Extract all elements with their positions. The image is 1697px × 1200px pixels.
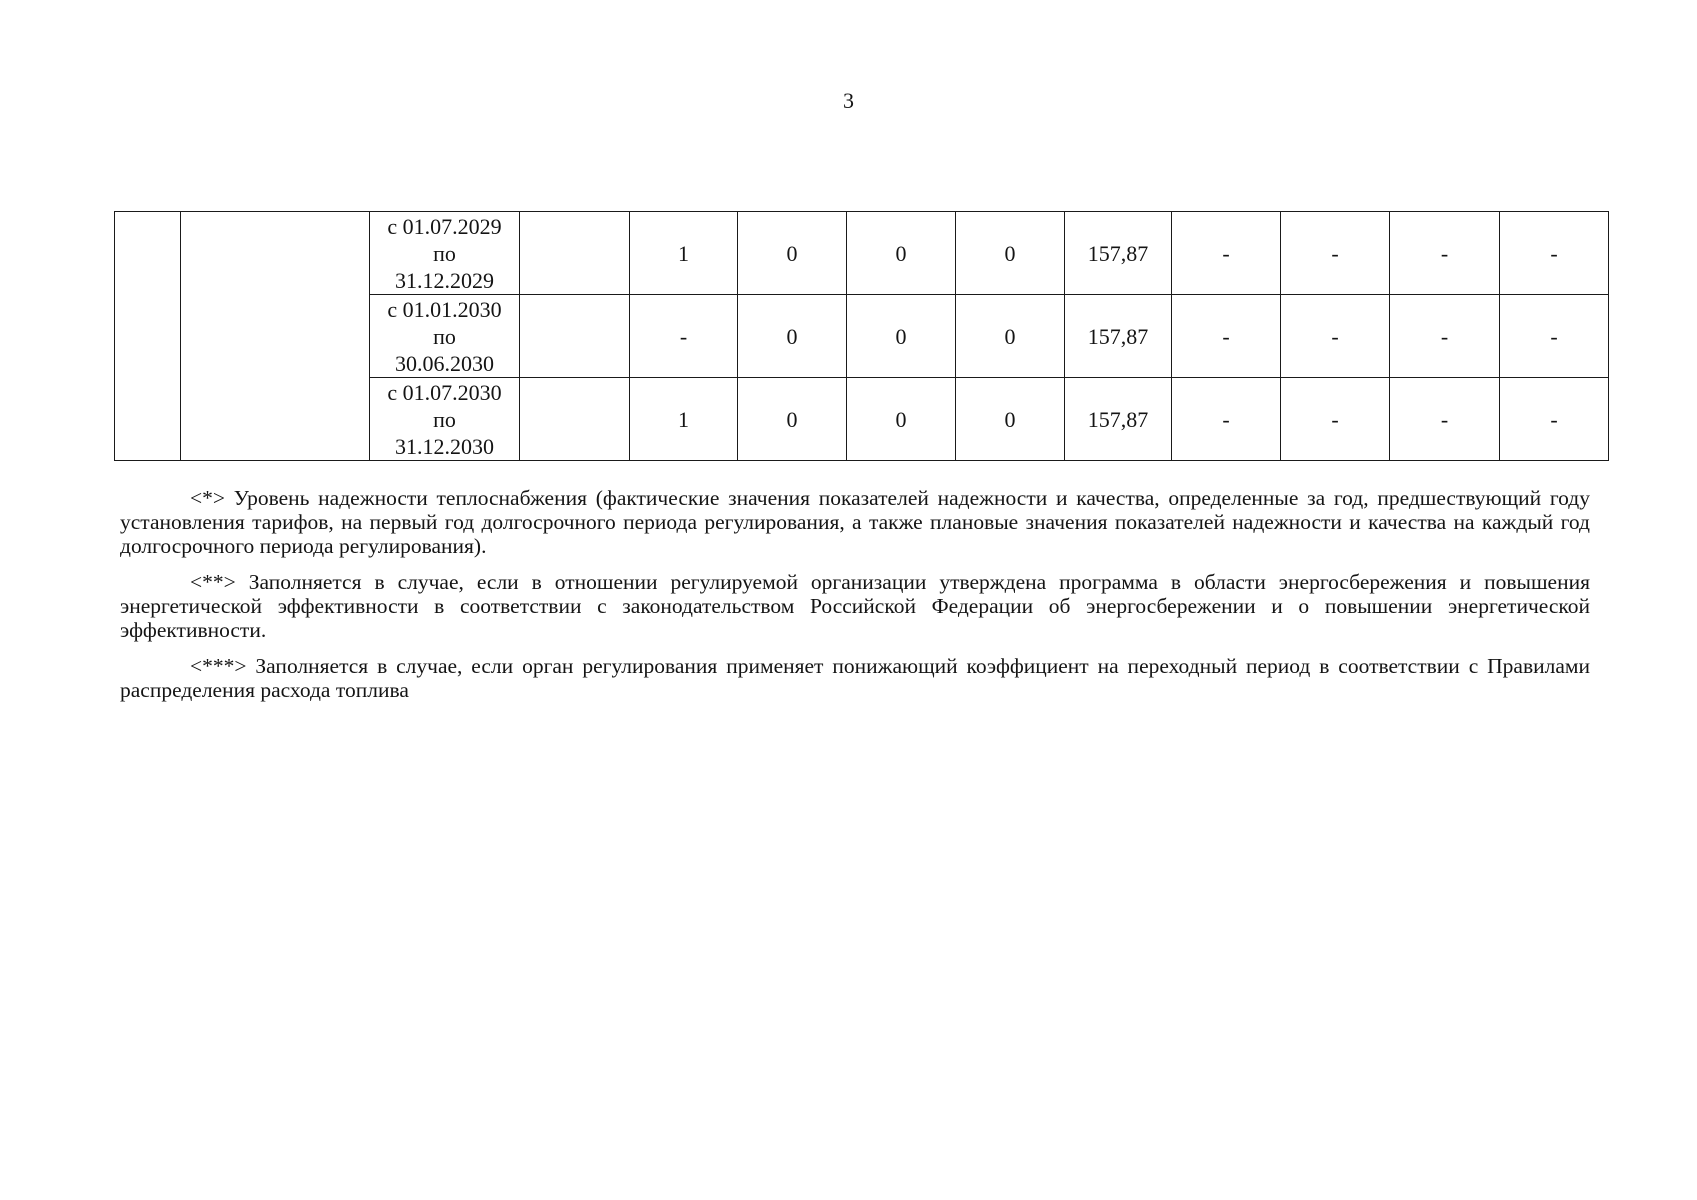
period-end: 30.06.2030 — [395, 350, 494, 376]
merged-empty-cell — [181, 212, 370, 461]
table-cell: - — [1172, 212, 1281, 295]
table-cell: - — [1172, 378, 1281, 461]
table-cell: - — [1172, 295, 1281, 378]
footnote-reliability: <*> Уровень надежности теплоснабжения (фактические значения показателей надежности и качества, определенные за год, предшествующий году установления тарифов, на первый год долгосрочного периода регулирования, а также плановые значения показателей надежности и качества на каждый год долгосрочного периода регулирования). — [120, 486, 1590, 558]
period-start: с 01.07.2030 — [387, 379, 502, 405]
period-to: по — [433, 323, 456, 349]
empty-cell — [520, 295, 630, 378]
merged-empty-cell — [115, 212, 181, 461]
table-cell: - — [1281, 378, 1390, 461]
table-cell: 0 — [738, 295, 847, 378]
empty-cell — [520, 378, 630, 461]
table-cell: 1 — [630, 378, 738, 461]
period-start: с 01.07.2029 — [387, 213, 502, 239]
table-cell: 1 — [630, 212, 738, 295]
table-cell: - — [1500, 212, 1609, 295]
footnote-reduction-coefficient: <***> Заполняется в случае, если орган регулирования применяет понижающий коэффициент на переходный период в соответствии с Правилами распределения расхода топлива — [120, 654, 1590, 702]
table-cell: 157,87 — [1065, 212, 1172, 295]
period-to: по — [433, 240, 456, 266]
tariff-table — [114, 211, 1609, 461]
table-cell: 0 — [847, 212, 956, 295]
table-cell: 0 — [956, 212, 1065, 295]
table-cell: 157,87 — [1065, 378, 1172, 461]
table-cell: - — [1281, 295, 1390, 378]
period-start: с 01.01.2030 — [387, 296, 502, 322]
table-cell: 157,87 — [1065, 295, 1172, 378]
table-cell: - — [630, 295, 738, 378]
table-cell: 0 — [956, 295, 1065, 378]
period-end: 31.12.2030 — [395, 433, 494, 459]
page-number: 3 — [843, 88, 854, 113]
table-cell: - — [1390, 212, 1500, 295]
period-cell — [370, 378, 520, 461]
table-cell: - — [1281, 212, 1390, 295]
table-cell: 0 — [847, 295, 956, 378]
table-cell: 0 — [738, 378, 847, 461]
footnote-energy-saving: <**> Заполняется в случае, если в отношении регулируемой организации утверждена программа в области энергосбережения и повышения энергетической эффективности в соответствии с законодательством Российской Федерации об энергосбережении и о повышении энергетической эффективности. — [120, 570, 1590, 642]
period-end: 31.12.2029 — [395, 267, 494, 293]
period-cell — [370, 212, 520, 295]
period-cell — [370, 295, 520, 378]
table-cell: - — [1500, 295, 1609, 378]
table-cell: 0 — [847, 378, 956, 461]
table-cell: - — [1390, 295, 1500, 378]
table-cell: 0 — [956, 378, 1065, 461]
period-to: по — [433, 406, 456, 432]
table-cell: - — [1390, 378, 1500, 461]
table-cell: - — [1500, 378, 1609, 461]
footnotes — [120, 486, 1590, 714]
table-cell: 0 — [738, 212, 847, 295]
table-row — [115, 212, 1609, 295]
empty-cell — [520, 212, 630, 295]
